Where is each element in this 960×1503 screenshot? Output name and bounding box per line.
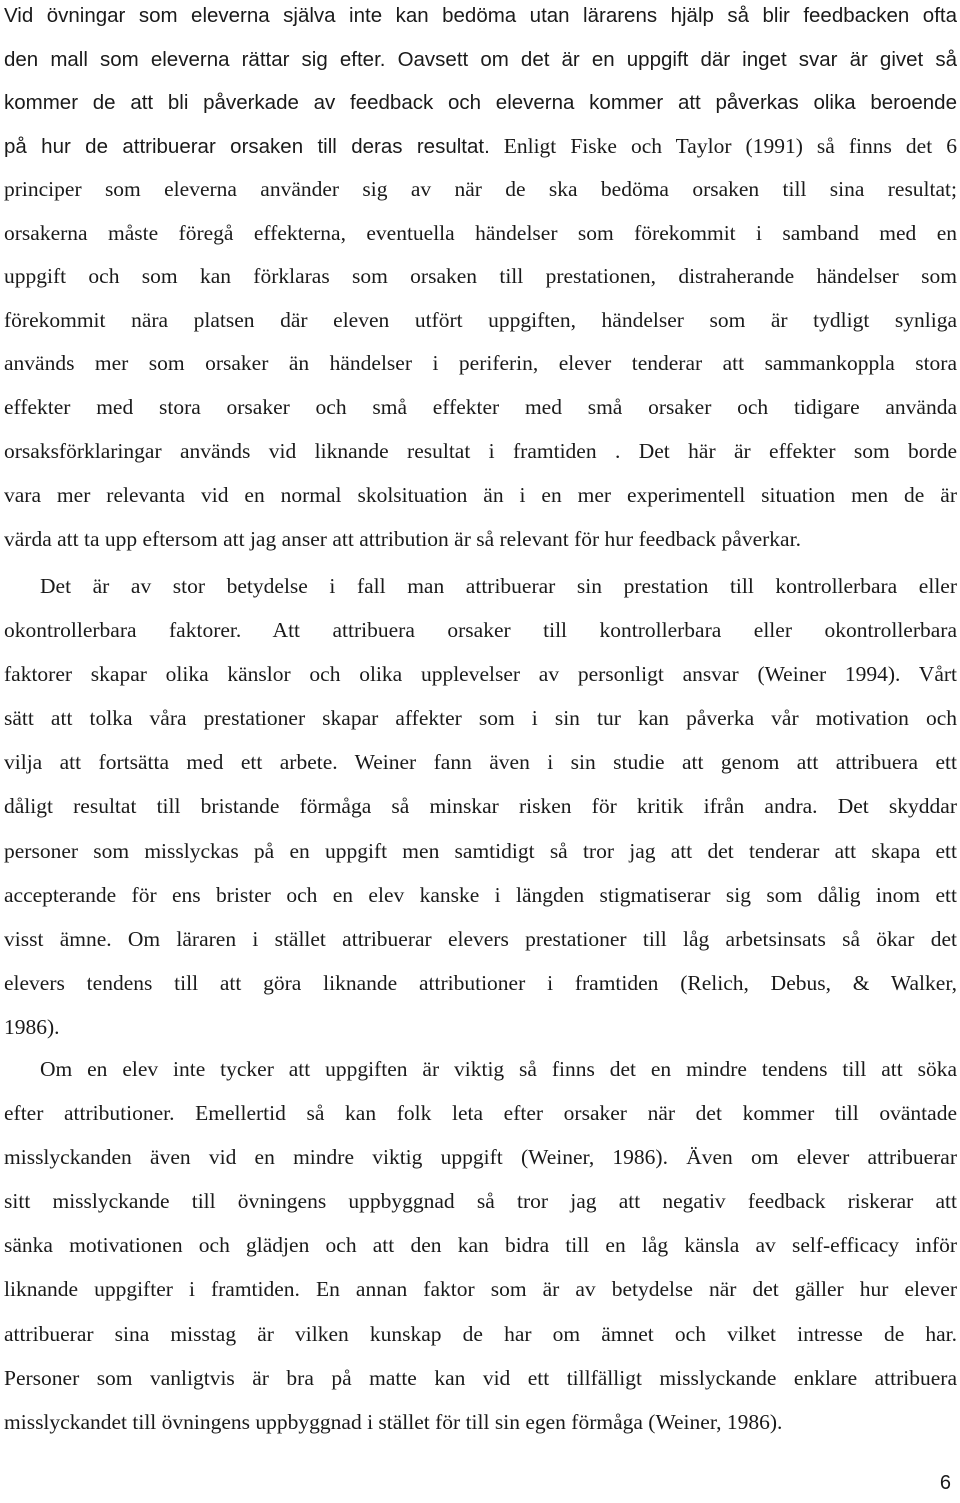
text-line: sänka motivationen och glädjen och att den kan bidra till en låg känsla av self-efficacy inför [4,1233,957,1258]
text-line: misslyckanden även vid en mindre viktig uppgift (Weiner, 1986). Även om elever attribuerar [4,1145,957,1170]
text-line: faktorer skapar olika känslor och olika upplevelser av personligt ansvar (Weiner 1994). Vårt [4,662,957,687]
paragraph-2 [4,564,957,1049]
text-line: liknande uppgifter i framtiden. En annan faktor som är av betydelse när det gäller hur elever [4,1277,957,1302]
text-line-mixed [4,125,957,169]
text-line: vilja att fortsätta med ett arbete. Weiner fann även i sin studie att genom att attribuera ett [4,750,957,775]
page-number: 6 [939,1472,951,1494]
text-line: sätt att tolka våra prestationer skapar affekter som i sin tur kan påverka vår motivation och [4,706,957,731]
text-line: principer som eleverna använder sig av när de ska bedöma orsaken till sina resultat; [4,177,957,201]
text-segment: orsaksförklaringar används vid liknande resultat i framtiden . [4,439,621,463]
text-line: efter attributioner. Emellertid så kan folk leta efter orsaker när det kommer till oväntade [4,1101,957,1126]
text-line: sitt misslyckande till övningens uppbyggnad så tror jag att negativ feedback riskerar att [4,1189,957,1214]
text-line: Om en elev inte tycker att uppgiften är viktig så finns det en mindre tendens till att söka [40,1057,957,1081]
text-line: personer som misslyckas på en uppgift men samtidigt så tror jag att det tenderar att skapa ett [4,838,957,863]
text-segment: Det här är effekter som borde [638,439,957,463]
text-line: visst ämne. Om läraren i stället attribuerar elevers prestationer till låg arbetsinsats så ökar det [4,926,957,951]
text-line: elevers tendens till att göra liknande attributioner i framtiden (Relich, Debus, & Walker, [4,970,957,995]
text-line-mixed [4,430,957,474]
paragraph-1-line-4 [4,125,957,169]
paragraph-1-end [4,474,957,561]
text-line: misslyckandet till övningens uppbyggnad i stället för till sin egen förmåga (Weiner, 1986). [4,1409,783,1434]
text-line: används mer som orsaker än händelser i periferin, elever tenderar att sammankoppla stora [4,351,957,376]
text-line: accepterande för ens brister och en elev kanske i längden stigmatiserar sig som dålig inom ett [4,882,957,907]
text-line: attribuerar sina misstag är vilken kunskap de har om ämnet och vilket intresse de har. [4,1321,957,1346]
text-line: kommer de att bli påverkade av feedback och eleverna kommer att påverkas olika beroende [4,91,957,115]
text-segment: på hur de attribuerar orsaken till deras resultat. [4,135,490,158]
text-line: den mall som eleverna rättar sig efter. Oavsett om det är en uppgift där inget svar är givet så [4,47,957,71]
text-line: dåligt resultat till bristande förmåga så minskar risken för kritik ifrån andra. Det skyddar [4,794,957,819]
text-line: förekommit nära platsen där eleven utfört uppgiften, händelser som är tydligt synliga [4,307,957,332]
text-line: Vid övningar som eleverna själva inte kan bedöma utan lärarens hjälp så blir feedbacken ofta [4,4,957,27]
text-line: värda att ta upp eftersom att jag anser att attribution är så relevant för hur feedback påverkar. [4,526,801,551]
paragraph-1-line-11 [4,430,957,474]
paragraph-1-continued [4,168,957,430]
text-line: Det är av stor betydelse i fall man attribuerar sin prestation till kontrollerbara eller [40,574,957,598]
text-line: orsakerna måste föregå effekterna, eventuella händelser som förekommit i samband med en [4,220,957,245]
text-line: effekter med stora orsaker och små effekter med små orsaker och tidigare använda [4,394,957,419]
text-segment: Enligt Fiske och Taylor (1991) så finns det 6 [503,134,957,158]
paragraph-3 [4,1047,957,1444]
text-line: vara mer relevanta vid en normal skolsituation än i en mer experimentell situation men de är [4,483,957,507]
text-line: okontrollerbara faktorer. Att attribuera orsaker till kontrollerbara eller okontrollerbara [4,618,957,643]
text-line: 1986). [4,1014,60,1039]
text-line: Personer som vanligtvis är bra på matte kan vid ett tillfälligt misslyckande enklare attribuera [4,1365,957,1390]
text-line: uppgift och som kan förklaras som orsaken till prestationen, distraherande händelser som [4,264,957,289]
paragraph-1 [4,0,957,125]
